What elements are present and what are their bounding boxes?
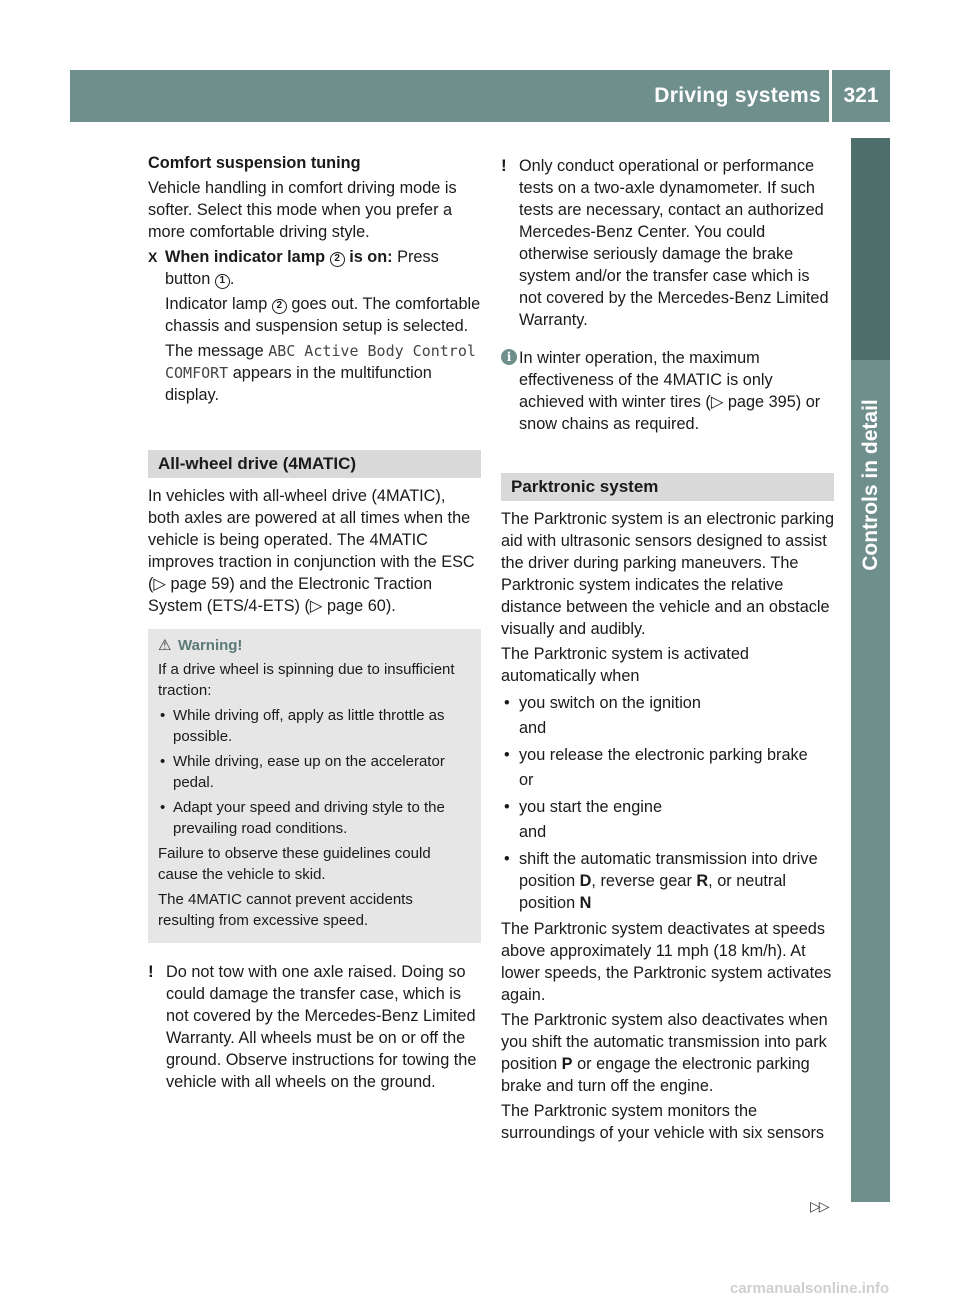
step-arrow-icon: X xyxy=(148,249,158,265)
deactivate-park: The Parktronic system also deactivates when you shift the automatic transmission into park position P or engage the electronic parking brake and turn off the engine. xyxy=(501,1011,828,1095)
tow-note: ! Do not tow with one axle raised. Doing so could damage the transfer case, which is not covered by the Mercedes-Benz Limited Warranty. All wheels must be on or off the ground. Observe instructions for towing the vehicle with all wheels on the ground. xyxy=(148,962,477,1091)
awd-text: In vehicles with all-wheel drive (4MATIC), both axles are powered at all times when the vehicle is being operated. The 4MATIC improves traction in conjunction with the ESC (▷ page 59) and the Electronic Traction System (ETS/4-ETS) (▷ page 60). xyxy=(148,487,475,615)
warning-para: Failure to observe these guidelines could cause the vehicle to skid. xyxy=(158,845,431,883)
parktronic-heading: Parktronic system xyxy=(501,473,834,501)
exclamation-icon: ! xyxy=(148,962,154,981)
list-item: • you release the electronic parking brake or xyxy=(504,746,808,789)
side-tab-marker xyxy=(851,138,890,360)
display-message: ABC Active Body Control COMFORT xyxy=(165,342,476,382)
deactivate-speed: The Parktronic system deactivates at speeds above approximately 11 mph (18 km/h). At lower speeds, the Parktronic system activates again. xyxy=(501,920,832,1004)
step-message: The message ABC Active Body Control COMFORT appears in the multifunction display. xyxy=(165,342,476,404)
step-result: Indicator lamp 2 goes out. The comfortable chassis and suspension setup is selected. xyxy=(165,295,481,335)
left-column xyxy=(148,152,481,1093)
side-tab-label: Controls in detail xyxy=(858,399,882,571)
callout-2-icon: 2 xyxy=(330,252,345,267)
list-item: • you start the engine and xyxy=(504,798,663,841)
warning-triangle-icon: ⚠ xyxy=(158,637,172,654)
warning-box xyxy=(148,629,481,943)
continue-arrows-icon: ▷▷ xyxy=(810,1198,828,1214)
section-title: Driving systems xyxy=(654,84,821,107)
instruction-step: X When indicator lamp 2 is on: Press button 1 . Indicator lamp 2 goes out. The comfortable chassis and suspension setup is selected. The message ABC Active Body Control COMFORT appears in the multifunction display. xyxy=(148,248,481,404)
warning-intro: If a drive wheel is spinning due to insufficient traction: xyxy=(158,661,455,699)
comfort-heading: Comfort suspension tuning xyxy=(148,154,361,172)
list-item: • shift the automatic transmission into drive position D, reverse gear R, or neutral position N xyxy=(504,850,818,912)
awd-heading: All-wheel drive (4MATIC) xyxy=(148,450,481,478)
dyno-note: ! Only conduct operational or performance tests on a two-axle dynamometer. If such tests are necessary, contact an authorized Mercedes-Benz Center. You could otherwise seriously damage the brake system and/or the transfer case which is not covered by the Mercedes-Benz Limited Warranty. xyxy=(501,156,829,329)
list-item: • While driving, ease up on the accelerator pedal. xyxy=(160,753,445,791)
list-item: • While driving off, apply as little throttle as possible. xyxy=(160,707,445,745)
callout-1-icon: 1 xyxy=(215,274,230,289)
callout-2-icon: 2 xyxy=(272,299,287,314)
warning-title: ⚠ Warning! xyxy=(158,637,243,654)
list-item: • Adapt your speed and driving style to the prevailing road conditions. xyxy=(160,799,445,837)
list-item: • you switch on the ignition and xyxy=(504,694,701,737)
parktronic-intro: The Parktronic system is an electronic parking aid with ultrasonic sensors designed to assist the driver during parking maneuvers. The Parktronic system indicates the relative distance between the vehicle and an obstacle visually and audibly. xyxy=(501,510,834,638)
right-column xyxy=(501,152,834,1147)
footer-watermark: carmanualsonline.info xyxy=(730,1280,890,1297)
info-icon: i xyxy=(501,349,517,365)
warning-para: The 4MATIC cannot prevent accidents resulting from excessive speed. xyxy=(158,891,413,929)
winter-note: i In winter operation, the maximum effectiveness of the 4MATIC is only achieved with winter tires (▷ page 395) or snow chains as required. xyxy=(501,347,834,435)
comfort-intro: Vehicle handling in comfort driving mode is softer. Select this mode when you prefer a more comfortable driving style. xyxy=(148,179,457,241)
page-number: 321 xyxy=(843,84,879,107)
exclamation-icon: ! xyxy=(501,156,507,175)
monitor-text: The Parktronic system monitors the surroundings of your vehicle with six sensors xyxy=(501,1102,825,1142)
activated-lead: The Parktronic system is activated automatically when xyxy=(501,645,749,685)
